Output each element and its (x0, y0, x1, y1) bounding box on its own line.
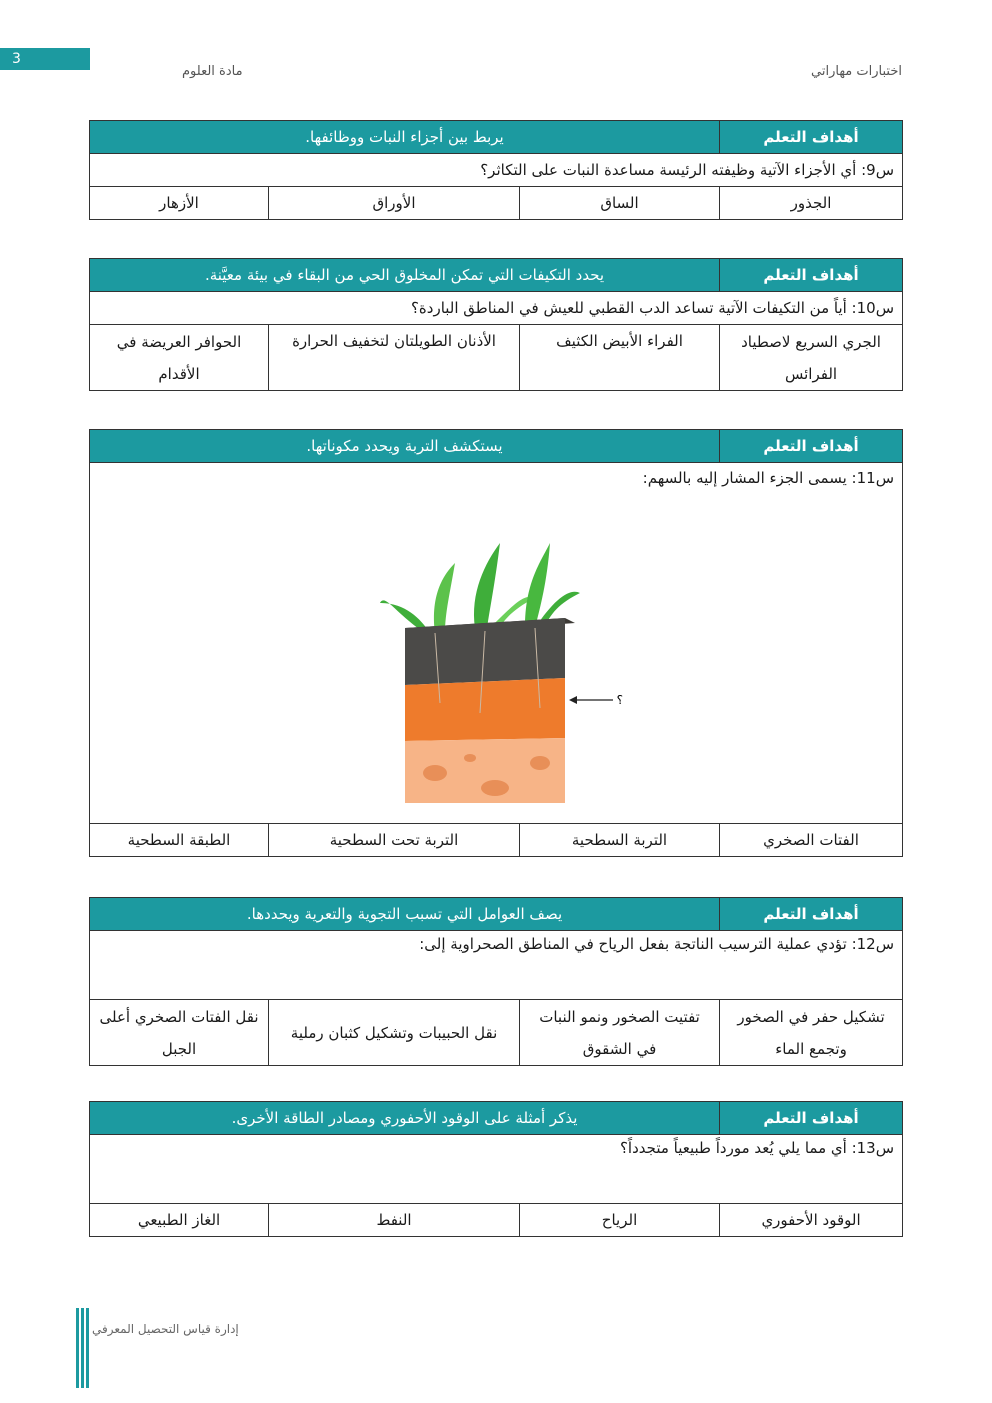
option-d[interactable]: الحوافر العريضة في الأقدام (90, 325, 269, 391)
question-10 (89, 258, 903, 391)
learning-goal: يحدد التكيفات التي تمكن المخلوق الحي من البقاء في بيئة معيَّنة. (90, 259, 720, 292)
option-c[interactable]: الأذنان الطويلتان لتخفيف الحرارة (269, 325, 520, 391)
learning-goal: يذكر أمثلة على الوقود الأحفوري ومصادر الطاقة الأخرى. (90, 1102, 720, 1135)
subsoil-layer (405, 678, 565, 741)
soil-figure-area (90, 463, 902, 823)
exam-title: اختبارات مهاراتي (811, 64, 902, 79)
topsoil-layer (405, 618, 565, 685)
option-b[interactable]: الساق (520, 187, 720, 220)
option-c[interactable]: الأوراق (269, 187, 520, 220)
option-d[interactable]: الغاز الطبيعي (90, 1204, 269, 1237)
question-text: س13: أي مما يلي يُعد مورداً طبيعياً متجدداً؟ (90, 1135, 903, 1204)
option-b[interactable]: تفتيت الصخور ونمو النبات في الشقوق (520, 1000, 720, 1066)
footer-text: إدارة قياس التحصيل المعرفي (92, 1322, 239, 1336)
option-a[interactable]: الوقود الأحفوري (720, 1204, 903, 1237)
option-a[interactable]: الجذور (720, 187, 903, 220)
question-text: س11: يسمى الجزء المشار إليه بالسهم: (642, 469, 894, 487)
option-d[interactable]: نقل الفتات الصخري أعلى الجبل (90, 1000, 269, 1066)
page-number: 3 (0, 48, 90, 70)
option-c[interactable]: التربة تحت السطحية (269, 824, 520, 857)
option-b[interactable]: الفراء الأبيض الكثيف (520, 325, 720, 391)
subject-title: مادة العلوم (182, 64, 243, 79)
question-11 (89, 429, 903, 857)
question-text: س12: تؤدي عملية الترسيب الناتجة بفعل الرياح في المناطق الصحراوية إلى: (90, 931, 903, 1000)
option-a[interactable]: الجري السريع لاصطياد الفرائس (720, 325, 903, 391)
option-d[interactable]: الطبقة السطحية (90, 824, 269, 857)
option-c[interactable]: نقل الحبيبات وتشكيل كثبان رملية (269, 1000, 520, 1066)
option-a[interactable]: تشكيل حفر في الصخور وتجمع الماء (720, 1000, 903, 1066)
learning-goal: يستكشف التربة ويحدد مكوناتها. (90, 430, 720, 463)
soil-profile-figure (375, 503, 645, 803)
question-12 (89, 897, 903, 1066)
option-c[interactable]: النفط (269, 1204, 520, 1237)
footer-bars (76, 1308, 90, 1388)
option-a[interactable]: الفتات الصخري (720, 824, 903, 857)
question-13 (89, 1101, 903, 1237)
goal-label: أهداف التعلم (720, 1102, 903, 1135)
question-9 (89, 120, 903, 220)
question-text: س9: أي الأجزاء الآتية وظيفته الرئيسة مساعدة النبات على التكاثر؟ (90, 154, 903, 187)
goal-label: أهداف التعلم (720, 259, 903, 292)
learning-goal: يربط بين أجزاء النبات ووظائفها. (90, 121, 720, 154)
goal-label: أهداف التعلم (720, 430, 903, 463)
option-b[interactable]: الرياح (520, 1204, 720, 1237)
learning-goal: يصف العوامل التي تسبب التجوية والتعرية ويحددها. (90, 898, 720, 931)
option-d[interactable]: الأزهار (90, 187, 269, 220)
option-b[interactable]: التربة السطحية (520, 824, 720, 857)
goal-label: أهداف التعلم (720, 898, 903, 931)
question-text: س10: أياً من التكيفات الآتية تساعد الدب القطبي للعيش في المناطق الباردة؟ (90, 292, 903, 325)
arrow-marker: ؟ (616, 693, 623, 707)
goal-label: أهداف التعلم (720, 121, 903, 154)
